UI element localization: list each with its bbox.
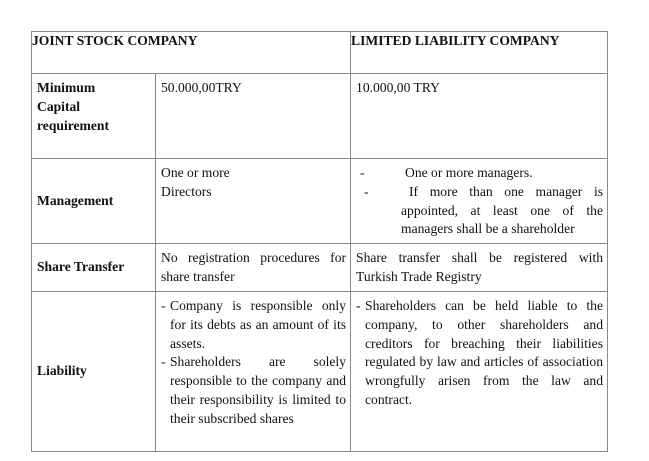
liability-js-item-2: Shareholders are solely responsible to the company and their responsibility is limited to their subscribed shares [170, 354, 347, 426]
row-label-minimum-capital-line2: Capital [37, 98, 81, 114]
dash-bullet: - [161, 298, 166, 313]
row-label-share-transfer: Share Transfer [32, 244, 156, 292]
table-row-minimum-capital [32, 74, 608, 159]
cell-share-transfer-joint-stock: No registration procedures for share transfer [156, 244, 351, 292]
table-header-row [32, 32, 608, 74]
cell-management-joint-stock [156, 159, 351, 244]
cell-capital-limited-liability: 10.000,00 TRY [351, 74, 608, 159]
cell-management-joint-stock-line2: Directors [161, 183, 212, 199]
company-comparison-table [31, 31, 608, 452]
header-joint-stock: JOINT STOCK COMPANY [32, 32, 351, 74]
list-item [161, 353, 346, 428]
cell-liability-joint-stock [156, 292, 351, 452]
table-row-share-transfer [32, 244, 608, 292]
management-ll-item-1: One or more managers. [405, 165, 533, 180]
row-label-minimum-capital-line1: Minimum [37, 80, 96, 95]
table-row-liability [32, 292, 608, 452]
cell-liability-limited-liability [351, 292, 608, 452]
cell-management-limited-liability [351, 159, 608, 244]
dash-bullet: - [364, 183, 369, 199]
row-label-minimum-capital-line3: requirement [37, 117, 109, 133]
cell-share-transfer-limited-liability: Share transfer shall be registered with Turkish Trade Registry [351, 244, 608, 292]
dash-bullet: - [360, 165, 365, 180]
liability-ll-item-1: Shareholders can be held liable to the company, to other shareholders and creditors for breaching their liabilities regulated by law and articles of association wrongfully arisen from the law and contract. [365, 298, 604, 407]
cell-management-joint-stock-line1: One or more [161, 165, 230, 180]
cell-capital-joint-stock: 50.000,00TRY [156, 74, 351, 159]
row-label-management: Management [32, 159, 156, 244]
list-item [161, 297, 346, 353]
header-limited-liability: LIMITED LIABILITY COMPANY [351, 32, 608, 74]
row-label-minimum-capital [32, 74, 156, 159]
list-item [356, 183, 603, 239]
liability-js-item-1: Company is responsible only for its debts as an amount of its assets. [170, 298, 347, 351]
list-item [356, 297, 603, 410]
dash-bullet: - [161, 354, 166, 370]
row-label-liability: Liability [32, 292, 156, 452]
list-item [356, 164, 603, 183]
management-ll-item-2: If more than one manager is appointed, at least one of the managers shall be a shareholder [401, 183, 604, 237]
dash-bullet: - [356, 298, 361, 313]
table-row-management [32, 159, 608, 244]
